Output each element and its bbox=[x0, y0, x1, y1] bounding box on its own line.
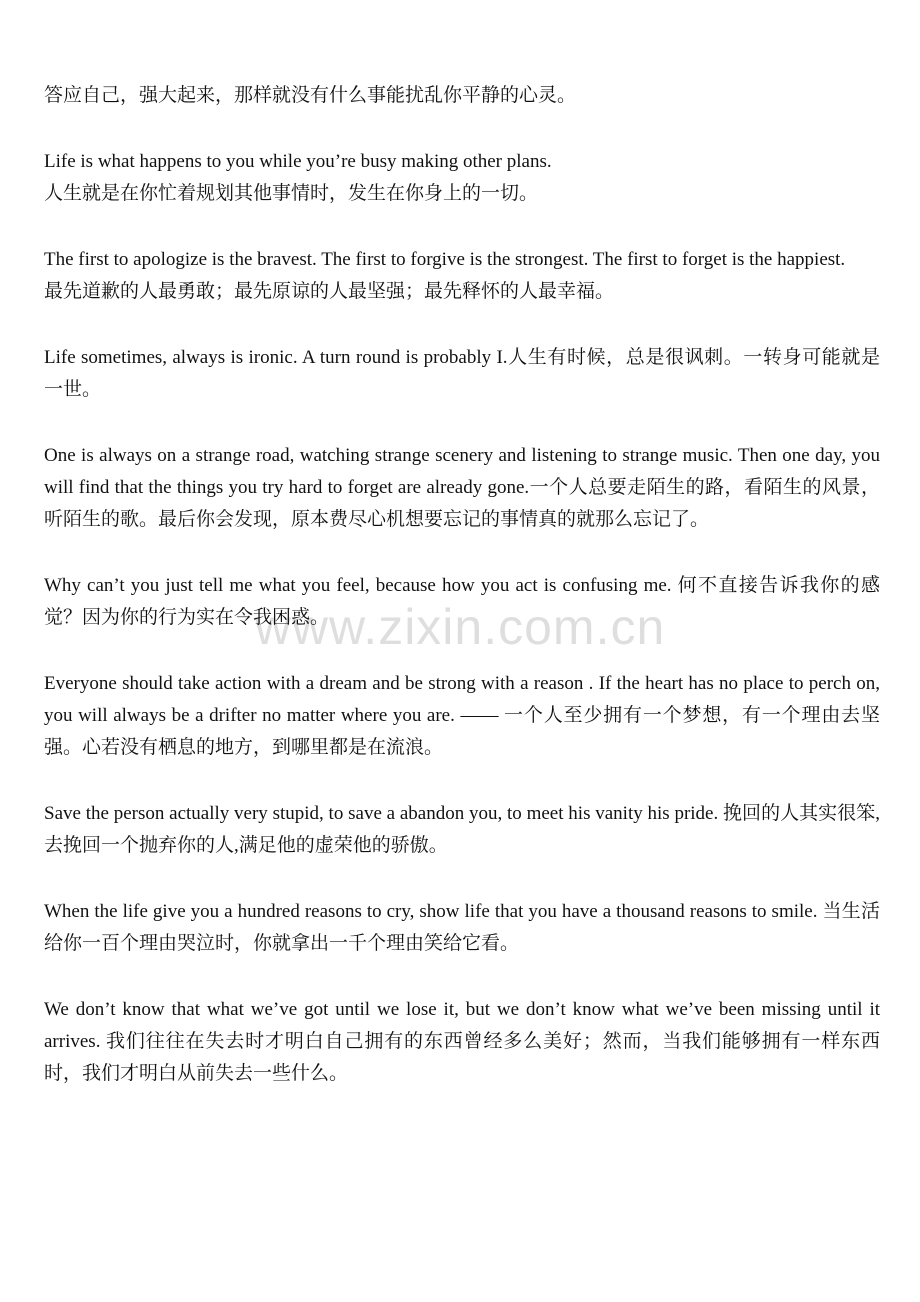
paragraph-3 bbox=[44, 244, 880, 308]
paragraph-5 bbox=[44, 440, 880, 536]
paragraph-text: Why can’t you just tell me what you feel, because how you act is confusing me. 何不直接告诉我你的感觉？因为你的行为实在令我困惑。 bbox=[44, 575, 880, 628]
paragraph-text-english: The first to apologize is the bravest. The first to forgive is the strongest. The first to forget is the happiest. bbox=[44, 249, 846, 270]
paragraph-4 bbox=[44, 342, 880, 406]
paragraph-text: Life sometimes, always is ironic. A turn round is probably I.人生有时候，总是很讽刺。一转身可能就是一世。 bbox=[44, 347, 880, 400]
paragraph-1 bbox=[44, 80, 880, 112]
paragraph-text: Save the person actually very stupid, to save a abandon you, to meet his vanity his pride. 挽回的人其实很笨,去挽回一个抛弃你的人,满足他的虚荣他的骄傲。 bbox=[44, 803, 880, 856]
paragraph-text-chinese: 最先道歉的人最勇敢；最先原谅的人最坚强；最先释怀的人最幸福。 bbox=[44, 281, 615, 302]
watermark: www.zixin.com.cn bbox=[254, 599, 666, 655]
paragraph-6 bbox=[44, 570, 880, 634]
paragraph-9 bbox=[44, 896, 880, 960]
paragraph-7 bbox=[44, 668, 880, 764]
paragraph-text: Everyone should take action with a dream and be strong with a reason . If the heart has no place to perch on, you will always be a drifter no matter where you are. —— 一个人至少拥有一个梦想，有一个理由去坚强。心若没有栖息的地方，到哪里都是在流浪。 bbox=[44, 673, 880, 758]
paragraph-8 bbox=[44, 798, 880, 862]
paragraph-10 bbox=[44, 994, 880, 1090]
paragraph-text: 答应自己，强大起来，那样就没有什么事能扰乱你平静的心灵。 bbox=[44, 85, 577, 106]
paragraph-text-chinese: 人生就是在你忙着规划其他事情时，发生在你身上的一切。 bbox=[44, 183, 539, 204]
paragraph-text: One is always on a strange road, watching strange scenery and listening to strange music. Then one day, you will find that the things you try hard to forget are already gone.一个人总要走陌生的路，看陌生的风景，听陌生的歌。最后你会发现，原本费尽心机想要忘记的事情真的就那么忘记了。 bbox=[44, 445, 880, 530]
paragraph-2 bbox=[44, 146, 880, 210]
paragraph-text-english: Life is what happens to you while you’re busy making other plans. bbox=[44, 151, 552, 172]
document-body bbox=[44, 80, 880, 1124]
paragraph-text: When the life give you a hundred reasons to cry, show life that you have a thousand reasons to smile. 当生活给你一百个理由哭泣时，你就拿出一千个理由笑给它看。 bbox=[44, 901, 880, 954]
paragraph-text: We don’t know that what we’ve got until we lose it, but we don’t know what we’ve been missing until it arrives. 我们往往在失去时才明白自己拥有的东西曾经多么美好；然而，当我们能够拥有一样东西时，我们才明白从前失去一些什么。 bbox=[44, 999, 880, 1084]
